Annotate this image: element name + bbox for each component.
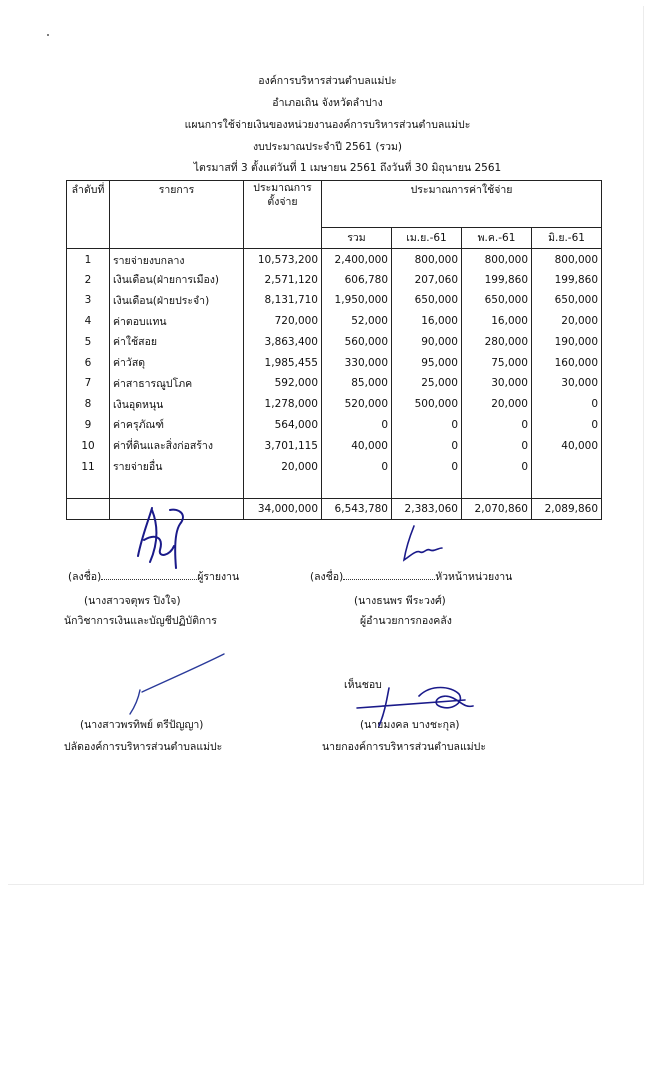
right-sign-prefix: (ลงชื่อ) bbox=[310, 571, 344, 583]
period-line: ไตรมาสที่ 3 ตั้งแต่วันที่ 1 เมษายน 2561 ถึงวันที่ 30 มิถุนายน 2561 bbox=[193, 162, 502, 174]
handwritten-signature-3 bbox=[120, 650, 230, 720]
cell-apr: 500,000 bbox=[392, 394, 462, 415]
cell-item: เงินอุดหนุน bbox=[110, 394, 244, 415]
right-sign-line bbox=[310, 570, 512, 584]
cell-jun: 199,860 bbox=[532, 269, 602, 290]
cell-budget: 720,000 bbox=[244, 311, 322, 332]
col-header-total: รวม bbox=[322, 227, 392, 248]
cell-budget: 3,863,400 bbox=[244, 332, 322, 353]
cell-total: 1,950,000 bbox=[322, 290, 392, 311]
cell-total: 40,000 bbox=[322, 435, 392, 456]
cell-total: 2,400,000 bbox=[322, 249, 392, 270]
cell-apr: 207,060 bbox=[392, 269, 462, 290]
table-row bbox=[67, 269, 602, 290]
cell-may: 0 bbox=[462, 415, 532, 436]
cell-item: ค่าสาธารณูปโภค bbox=[110, 373, 244, 394]
cell-apr: 0 bbox=[392, 415, 462, 436]
cell-no: 8 bbox=[67, 394, 110, 415]
cell-may: 75,000 bbox=[462, 352, 532, 373]
cell-item: รายจ่ายงบกลาง bbox=[110, 249, 244, 270]
right-role: หัวหน้าหน่วยงาน bbox=[435, 571, 513, 583]
cell-item: ค่าวัสดุ bbox=[110, 352, 244, 373]
cell-jun: 800,000 bbox=[532, 249, 602, 270]
cell-may: 280,000 bbox=[462, 332, 532, 353]
cell-total: 330,000 bbox=[322, 352, 392, 373]
cell-may: 199,860 bbox=[462, 269, 532, 290]
cell-item: ค่าครุภัณฑ์ bbox=[110, 415, 244, 436]
bottom-left-name: (นางสาวพรทิพย์ ตรีปัญญา) bbox=[80, 719, 204, 731]
cell-apr: 25,000 bbox=[392, 373, 462, 394]
cell-no: 7 bbox=[67, 373, 110, 394]
cell-apr: 800,000 bbox=[392, 249, 462, 270]
cell-apr: 0 bbox=[392, 435, 462, 456]
cell-jun: 30,000 bbox=[532, 373, 602, 394]
cell-budget: 10,573,200 bbox=[244, 249, 322, 270]
cell-may: 20,000 bbox=[462, 394, 532, 415]
budget-table bbox=[66, 180, 602, 520]
table-row bbox=[67, 311, 602, 332]
cell-jun: 160,000 bbox=[532, 352, 602, 373]
table-row bbox=[67, 290, 602, 311]
cell-may: 800,000 bbox=[462, 249, 532, 270]
cell-may: 0 bbox=[462, 456, 532, 477]
cell-budget: 3,701,115 bbox=[244, 435, 322, 456]
cell-budget: 20,000 bbox=[244, 456, 322, 477]
cell-no: 6 bbox=[67, 352, 110, 373]
cell-jun: 190,000 bbox=[532, 332, 602, 353]
bottom-left-position: ปลัดองค์การบริหารส่วนตำบลแม่ปะ bbox=[64, 741, 223, 753]
bottom-right-name: (นายมงคล บางชะกุล) bbox=[360, 719, 460, 731]
table-row bbox=[67, 352, 602, 373]
cell-may: 16,000 bbox=[462, 311, 532, 332]
col-header-apr: เม.ย.-61 bbox=[392, 227, 462, 248]
table-row bbox=[67, 373, 602, 394]
cell-no: 2 bbox=[67, 269, 110, 290]
plan-title: แผนการใช้จ่ายเงินของหน่วยงานองค์การบริหารส่วนตำบลแม่ปะ bbox=[184, 119, 471, 131]
cell-may: 0 bbox=[462, 435, 532, 456]
cell-no: 9 bbox=[67, 415, 110, 436]
total-apr: 2,383,060 bbox=[392, 498, 462, 519]
cell-budget: 8,131,710 bbox=[244, 290, 322, 311]
cell-item: รายจ่ายอื่น bbox=[110, 456, 244, 477]
left-role: ผู้รายงาน bbox=[197, 571, 240, 583]
cell-total: 560,000 bbox=[322, 332, 392, 353]
total-may: 2,070,860 bbox=[462, 498, 532, 519]
left-signer-position: นักวิชาการเงินและบัญชีปฏิบัติการ bbox=[64, 615, 217, 627]
cell-no: 1 bbox=[67, 249, 110, 270]
cell-item: ค่าที่ดินและสิ่งก่อสร้าง bbox=[110, 435, 244, 456]
col-header-item: รายการ bbox=[110, 181, 244, 249]
cell-total: 85,000 bbox=[322, 373, 392, 394]
cell-no: 3 bbox=[67, 290, 110, 311]
cell-budget: 2,571,120 bbox=[244, 269, 322, 290]
left-signer-name: (นางสาวจตุพร ปิงใจ) bbox=[84, 595, 181, 607]
cell-no: 5 bbox=[67, 332, 110, 353]
col-header-budget: ประมาณการ ตั้งจ่าย bbox=[244, 181, 322, 249]
total-jun: 2,089,860 bbox=[532, 498, 602, 519]
handwritten-signature-4 bbox=[355, 682, 480, 732]
right-signer-position: ผู้อำนวยการกองคลัง bbox=[360, 615, 452, 627]
cell-jun: 40,000 bbox=[532, 435, 602, 456]
cell-apr: 0 bbox=[392, 456, 462, 477]
cell-budget: 1,985,455 bbox=[244, 352, 322, 373]
total-budget: 34,000,000 bbox=[244, 498, 322, 519]
cell-may: 30,000 bbox=[462, 373, 532, 394]
fiscal-year-line: งบประมาณประจำปี 2561 (รวม) bbox=[253, 141, 402, 153]
total-sum: 6,543,780 bbox=[322, 498, 392, 519]
left-sign-prefix: (ลงชื่อ) bbox=[68, 571, 102, 583]
scan-speck bbox=[47, 34, 49, 36]
handwritten-signature-2 bbox=[400, 522, 450, 572]
cell-item: เงินเดือน(ฝ่ายประจำ) bbox=[110, 290, 244, 311]
approve-label: เห็นชอบ bbox=[344, 679, 382, 691]
location-line: อำเภอเถิน จังหวัดลำปาง bbox=[272, 97, 383, 109]
cell-total: 606,780 bbox=[322, 269, 392, 290]
cell-jun: 650,000 bbox=[532, 290, 602, 311]
table-spacer-row bbox=[67, 477, 602, 498]
cell-item: ค่าใช้สอย bbox=[110, 332, 244, 353]
cell-total: 0 bbox=[322, 415, 392, 436]
right-signer-name: (นางธนพร พีระวงศ์) bbox=[354, 595, 446, 607]
col-header-may: พ.ค.-61 bbox=[462, 227, 532, 248]
cell-budget: 592,000 bbox=[244, 373, 322, 394]
cell-apr: 650,000 bbox=[392, 290, 462, 311]
cell-jun: 0 bbox=[532, 394, 602, 415]
cell-apr: 16,000 bbox=[392, 311, 462, 332]
table-row bbox=[67, 394, 602, 415]
org-title: องค์การบริหารส่วนตำบลแม่ปะ bbox=[258, 75, 397, 87]
cell-no: 10 bbox=[67, 435, 110, 456]
cell-may: 650,000 bbox=[462, 290, 532, 311]
cell-apr: 90,000 bbox=[392, 332, 462, 353]
cell-jun: 0 bbox=[532, 415, 602, 436]
table-row bbox=[67, 456, 602, 477]
table-row bbox=[67, 332, 602, 353]
table-row bbox=[67, 415, 602, 436]
cell-no: 4 bbox=[67, 311, 110, 332]
bottom-right-position: นายกองค์การบริหารส่วนตำบลแม่ปะ bbox=[322, 741, 486, 753]
cell-jun bbox=[532, 456, 602, 477]
handwritten-signature-1 bbox=[130, 500, 200, 580]
cell-total: 0 bbox=[322, 456, 392, 477]
cell-apr: 95,000 bbox=[392, 352, 462, 373]
col-header-expense-group: ประมาณการค่าใช้จ่าย bbox=[322, 181, 602, 228]
col-header-jun: มิ.ย.-61 bbox=[532, 227, 602, 248]
table-row bbox=[67, 435, 602, 456]
cell-total: 520,000 bbox=[322, 394, 392, 415]
cell-jun: 20,000 bbox=[532, 311, 602, 332]
col-header-no: ลำดับที่ bbox=[67, 181, 110, 249]
cell-item: เงินเดือน(ฝ่ายการเมือง) bbox=[110, 269, 244, 290]
cell-total: 52,000 bbox=[322, 311, 392, 332]
cell-budget: 564,000 bbox=[244, 415, 322, 436]
table-row bbox=[67, 249, 602, 270]
cell-no: 11 bbox=[67, 456, 110, 477]
cell-item: ค่าตอบแทน bbox=[110, 311, 244, 332]
cell-budget: 1,278,000 bbox=[244, 394, 322, 415]
